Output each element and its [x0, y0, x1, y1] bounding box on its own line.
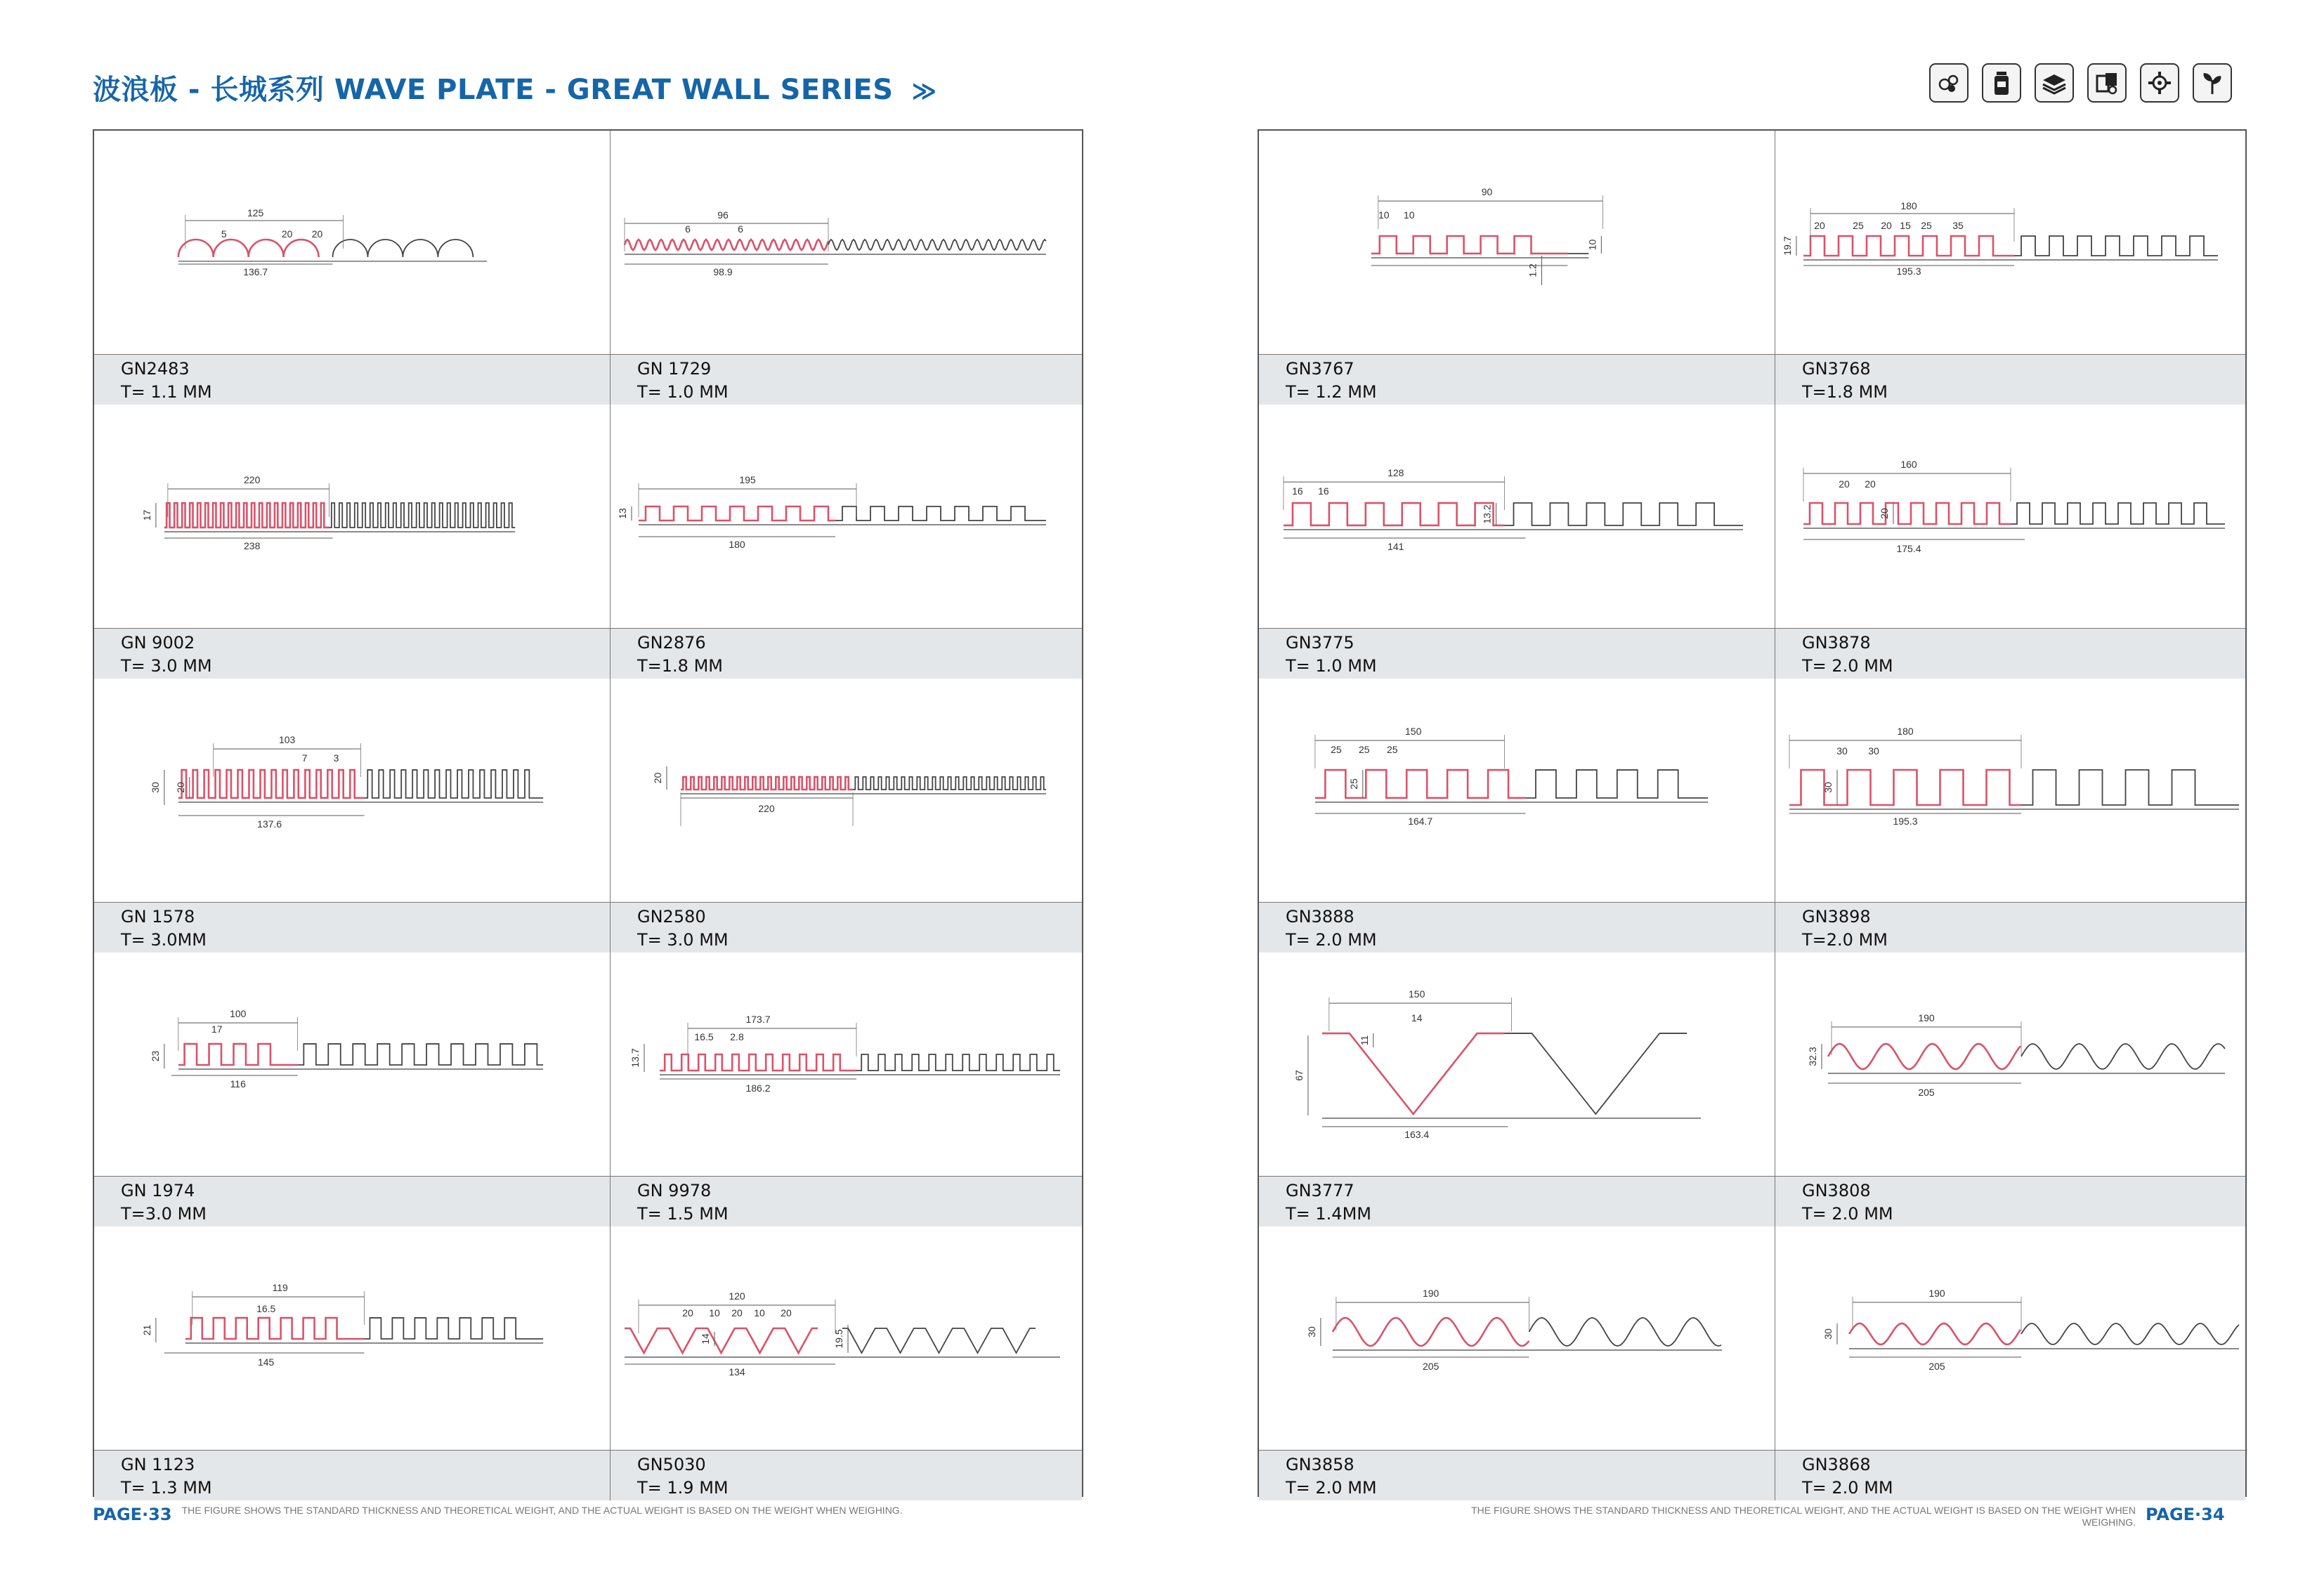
dimension-label: 186.2 — [745, 1082, 771, 1094]
profile-continuation — [1505, 503, 1744, 525]
profile-continuation — [828, 240, 1046, 250]
product-code: GN2876 — [637, 633, 706, 653]
product-thickness: T= 1.9 MM — [637, 1478, 729, 1498]
product-label — [1775, 902, 2245, 953]
product-label — [611, 354, 1082, 405]
profile-drawing — [1775, 131, 2245, 354]
dimension-label: 175.4 — [1896, 543, 1921, 554]
page-number: PAGE·33 — [93, 1505, 172, 1524]
dimension-label: 10 — [1403, 209, 1415, 221]
dimension-label: 25 — [1331, 744, 1342, 756]
product-cell — [1775, 1226, 2245, 1500]
dimension-label: 195 — [739, 474, 756, 485]
profile-continuation — [2011, 503, 2225, 524]
dimension-label: 20 — [1865, 478, 1876, 490]
profile-drawing — [1775, 679, 2245, 902]
dimension-label: 220 — [244, 474, 261, 486]
dimension-label: 128 — [1388, 467, 1404, 479]
profile-highlight — [1322, 1033, 1505, 1114]
dimension-label: 25 — [1359, 744, 1370, 756]
dimension-label: 15 — [1900, 220, 1911, 231]
plant-icon — [2193, 63, 2232, 103]
product-label — [94, 628, 610, 679]
footer-note: THE FIGURE SHOWS THE STANDARD THICKNESS AND THEORETICAL WEIGHT, AND THE ACTUAL WEIGHT IS BASED ON THE WEIGHT WHEN WEIGHING. — [181, 1505, 903, 1516]
dimension-label: 125 — [247, 207, 264, 219]
product-thickness: T= 1.1 MM — [121, 382, 212, 402]
product-label — [611, 628, 1082, 679]
profile-drawing — [1259, 405, 1775, 628]
dimension-label: 16.5 — [256, 1303, 276, 1315]
profile-drawing — [611, 1226, 1082, 1450]
product-cell — [611, 953, 1082, 1226]
dimension-label: 17 — [211, 1023, 223, 1035]
profile-highlight — [178, 770, 365, 798]
dimension-label: 20 — [781, 1307, 792, 1318]
product-cell — [1775, 679, 2245, 953]
profile-continuation — [1505, 1033, 1687, 1114]
profile-continuation — [329, 503, 516, 528]
product-cell — [1259, 953, 1775, 1226]
settings-icon — [2140, 63, 2179, 103]
dimension-label: 205 — [1918, 1087, 1935, 1098]
product-cell — [94, 131, 611, 405]
product-thickness: T=1.8 MM — [637, 656, 723, 676]
profile-highlight — [660, 1054, 856, 1071]
product-thickness: T= 2.0 MM — [1802, 1204, 1893, 1224]
profile-highlight — [681, 777, 853, 790]
dimension-label: 30 — [1822, 1328, 1834, 1340]
dimension-label: 10 — [754, 1307, 765, 1318]
product-code: GN3777 — [1286, 1181, 1354, 1200]
feature-icons — [1929, 63, 2232, 103]
dimension-label: 30 — [1822, 782, 1834, 793]
dimension-label: 19.7 — [1782, 236, 1793, 256]
product-thickness: T=1.8 MM — [1802, 382, 1888, 402]
product-thickness: T= 3.0 MM — [637, 930, 729, 950]
dimension-label: 30 — [149, 782, 161, 793]
dimension-label: 20 — [1839, 478, 1850, 490]
dimension-label: 6 — [738, 223, 743, 235]
dimension-label: 120 — [729, 1290, 745, 1302]
dimension-label: 180 — [729, 539, 745, 550]
dimension-label: 98.9 — [713, 266, 733, 277]
profile-continuation — [298, 1044, 544, 1065]
dimension-label: 190 — [1928, 1288, 1945, 1299]
product-cell — [611, 131, 1082, 405]
product-code: GN3775 — [1286, 633, 1354, 653]
product-thickness: T= 1.2 MM — [1286, 382, 1377, 402]
dimension-label: 20 — [652, 772, 663, 784]
profile-continuation — [1525, 770, 1708, 798]
product-thickness: T= 2.0 MM — [1802, 1478, 1893, 1498]
product-code: GN3878 — [1802, 633, 1871, 653]
profile-continuation — [842, 1328, 1036, 1353]
dimension-label: 5 — [221, 228, 227, 240]
product-label — [1259, 902, 1775, 953]
product-code: GN3808 — [1802, 1181, 1871, 1200]
profile-drawing — [94, 679, 610, 902]
dimension-label: 180 — [1900, 200, 1917, 211]
product-cell — [611, 405, 1082, 679]
dimension-label: 119 — [272, 1282, 288, 1294]
profile-highlight — [1284, 503, 1505, 525]
product-code: GN3888 — [1286, 907, 1354, 927]
product-code: GN2580 — [637, 907, 706, 927]
product-thickness: T= 3.0MM — [121, 930, 207, 950]
dimension-label: 150 — [1405, 726, 1422, 738]
product-code: GN3868 — [1802, 1455, 1871, 1474]
product-thickness: T= 1.0 MM — [637, 382, 729, 402]
profile-drawing — [94, 131, 610, 354]
dimension-label: 30 — [1305, 1326, 1317, 1337]
profile-continuation — [2021, 1323, 2239, 1344]
dimension-label: 25 — [1347, 778, 1359, 790]
product-cell — [611, 1226, 1082, 1500]
product-thickness: T= 1.3 MM — [121, 1478, 212, 1498]
dimension-label: 16 — [1292, 485, 1303, 497]
product-code: GN 9978 — [637, 1181, 712, 1200]
profile-highlight — [1849, 1323, 2021, 1344]
profile-continuation — [2021, 1044, 2225, 1069]
dimension-label: 136.7 — [243, 266, 268, 277]
product-thickness: T= 2.0 MM — [1286, 1478, 1377, 1498]
dimension-label: 100 — [230, 1008, 247, 1020]
profile-drawing — [94, 1226, 610, 1450]
product-label — [1259, 1450, 1775, 1500]
dimension-label: 2.8 — [730, 1031, 744, 1042]
dimension-label: 20 — [311, 228, 323, 240]
dimension-label: 220 — [758, 803, 775, 814]
product-cell — [1775, 131, 2245, 405]
dimension-label: 90 — [1481, 186, 1493, 198]
dimension-label: 173.7 — [745, 1014, 771, 1025]
product-code: GN 1974 — [121, 1181, 195, 1200]
dimension-label: 20 — [1814, 220, 1825, 231]
profile-highlight — [178, 240, 319, 257]
profile-continuation — [2014, 236, 2218, 256]
dimension-label: 96 — [717, 209, 729, 221]
dimension-label: 134 — [729, 1366, 745, 1378]
profile-continuation — [835, 506, 1046, 521]
dimension-label: 11 — [1358, 1035, 1370, 1046]
dimension-label: 7 — [301, 752, 308, 764]
title-text: 波浪板 - 长城系列 WAVE PLATE - GREAT WALL SERIES — [93, 74, 894, 106]
dimension-label: 10 — [1586, 239, 1598, 251]
product-cell — [94, 1226, 611, 1500]
product-thickness: T=3.0 MM — [121, 1204, 207, 1224]
product-code: GN2483 — [121, 359, 190, 379]
profile-drawing — [1259, 953, 1775, 1176]
profile-drawing — [1259, 131, 1775, 354]
profile-continuation — [1529, 1318, 1721, 1346]
dimension-label: 30 — [1836, 745, 1848, 757]
dimension-label: 205 — [1423, 1360, 1440, 1372]
dimension-label: 1.2 — [1527, 263, 1539, 277]
profile-highlight — [639, 506, 835, 521]
profile-drawing — [1259, 679, 1775, 902]
dimension-label: 67 — [1293, 1070, 1305, 1081]
dimension-label: 25 — [1853, 220, 1864, 231]
product-label — [1775, 1450, 2245, 1500]
footer-note: THE FIGURE SHOWS THE STANDARD THICKNESS AND THEORETICAL WEIGHT, AND THE ACTUAL WEIGHT IS BASED ON THE WEIGHT WHEN WEIGHING. — [1471, 1505, 2136, 1528]
chevron-right-icon: ≫ — [911, 77, 933, 105]
dimension-label: 238 — [244, 539, 261, 551]
dimension-label: 205 — [1928, 1361, 1945, 1372]
dimension-label: 32.3 — [1807, 1047, 1818, 1066]
dimension-label: 141 — [1388, 540, 1404, 552]
profile-highlight — [1333, 1318, 1529, 1346]
dimension-label: 21 — [141, 1324, 152, 1336]
dimension-label: 195.3 — [1896, 266, 1921, 277]
dimension-label: 20 — [682, 1307, 693, 1318]
profile-highlight — [1803, 503, 2011, 524]
profile-highlight — [625, 1328, 818, 1353]
profile-continuation — [364, 1318, 543, 1339]
product-label — [1775, 1176, 2245, 1226]
product-code: GN3767 — [1286, 359, 1354, 379]
product-label — [611, 1176, 1082, 1226]
profile-drawing — [1775, 405, 2245, 628]
dimension-label: 163.4 — [1404, 1128, 1430, 1140]
dimension-label: 13.7 — [629, 1048, 641, 1068]
profile-highlight — [1315, 770, 1526, 798]
layers-icon — [2035, 63, 2074, 103]
product-label — [94, 354, 610, 405]
page-title — [93, 67, 932, 107]
product-label — [1259, 1176, 1775, 1226]
product-cell — [1259, 1226, 1775, 1500]
product-cell — [1775, 405, 2245, 679]
product-thickness: T= 1.5 MM — [637, 1204, 729, 1224]
product-label — [1775, 628, 2245, 679]
product-cell — [94, 405, 611, 679]
dimension-label: 145 — [258, 1356, 275, 1368]
dimension-label: 23 — [149, 1050, 161, 1062]
product-thickness: T= 1.4MM — [1286, 1204, 1371, 1224]
product-code: GN 9002 — [121, 633, 195, 653]
profile-highlight — [1803, 236, 2014, 256]
profile-drawing — [1775, 953, 2245, 1176]
profile-continuation — [2021, 770, 2239, 805]
dimension-label: 20 — [174, 782, 186, 793]
profile-drawing — [1775, 1226, 2245, 1450]
dimension-label: 20 — [1881, 220, 1892, 231]
dimension-label: 20 — [281, 228, 293, 240]
product-cell — [1259, 405, 1775, 679]
product-code: GN 1578 — [121, 907, 195, 927]
product-code: GN3858 — [1286, 1455, 1354, 1474]
dimension-label: 16.5 — [694, 1031, 714, 1042]
dimension-label: 13.2 — [1481, 504, 1493, 524]
profile-highlight — [1828, 1044, 2021, 1069]
dimension-label: 3 — [333, 752, 339, 764]
product-cell — [94, 679, 611, 953]
product-cell — [1259, 131, 1775, 405]
dimension-label: 103 — [278, 734, 296, 746]
profile-highlight — [164, 503, 329, 528]
dimension-label: 20 — [731, 1307, 743, 1318]
product-label — [94, 902, 610, 953]
product-thickness: T= 3.0 MM — [121, 656, 212, 676]
product-thickness: T=2.0 MM — [1802, 930, 1888, 950]
dimension-label: 116 — [230, 1078, 246, 1089]
dimension-label: 13 — [617, 508, 628, 519]
profile-continuation — [333, 240, 474, 257]
profile-highlight — [185, 1318, 365, 1339]
profile-drawing — [94, 405, 610, 628]
dimension-label: 10 — [709, 1307, 720, 1318]
dimension-label: 195.3 — [1893, 816, 1918, 827]
dimension-label: 19.5 — [833, 1329, 844, 1349]
dimension-label: 20 — [1879, 508, 1890, 519]
left-footer — [93, 1505, 913, 1524]
dimension-label: 14 — [1411, 1012, 1423, 1024]
profile-continuation — [853, 777, 1046, 790]
dimension-label: 14 — [700, 1333, 711, 1344]
product-code: GN5030 — [637, 1455, 706, 1474]
dimension-label: 6 — [685, 223, 691, 235]
profile-drawing — [611, 405, 1082, 628]
product-cell — [1775, 953, 2245, 1226]
profile-drawing — [611, 953, 1082, 1176]
dimension-label: 10 — [1378, 209, 1390, 221]
product-cell — [611, 679, 1082, 953]
product-code: GN 1123 — [121, 1455, 195, 1474]
profile-highlight — [1371, 236, 1568, 254]
dimension-label: 164.7 — [1408, 815, 1433, 827]
dimension-label: 30 — [1868, 745, 1879, 757]
product-label — [611, 1450, 1082, 1500]
right-footer — [1419, 1505, 2225, 1529]
product-label — [1259, 354, 1775, 405]
dimension-label: 180 — [1897, 726, 1914, 737]
dimension-label: 25 — [1921, 220, 1932, 231]
profile-continuation — [856, 1054, 1060, 1071]
product-thickness: T= 2.0 MM — [1286, 930, 1377, 950]
page-number: PAGE·34 — [2146, 1505, 2225, 1524]
recycle-icon — [2087, 63, 2127, 103]
product-code: GN3768 — [1802, 359, 1871, 379]
dimension-label: 190 — [1918, 1012, 1935, 1023]
dimension-label: 160 — [1900, 459, 1917, 470]
profile-drawing — [611, 131, 1082, 354]
product-label — [94, 1176, 610, 1226]
gears-icon — [1929, 63, 1969, 103]
product-label — [1259, 628, 1775, 679]
product-cell — [94, 953, 611, 1226]
product-label — [611, 902, 1082, 953]
product-cell — [1259, 679, 1775, 953]
profile-continuation — [364, 770, 543, 798]
dimension-label: 25 — [1386, 744, 1398, 756]
dimension-label: 17 — [141, 509, 152, 521]
product-thickness: T= 2.0 MM — [1802, 656, 1893, 676]
right-product-grid — [1258, 129, 2247, 1497]
dimension-label: 16 — [1318, 485, 1329, 497]
profile-highlight — [178, 1044, 298, 1065]
dimension-label: 35 — [1952, 220, 1964, 231]
left-product-grid — [93, 129, 1083, 1497]
product-label — [94, 1450, 610, 1500]
dimension-label: 190 — [1423, 1288, 1440, 1300]
profile-drawing — [94, 953, 610, 1176]
dimension-label: 150 — [1409, 988, 1425, 1000]
product-thickness: T= 1.0 MM — [1286, 656, 1377, 676]
profile-drawing — [1259, 1226, 1775, 1450]
bottle-icon — [1982, 63, 2021, 103]
profile-highlight — [625, 240, 828, 250]
product-code: GN 1729 — [637, 359, 712, 379]
dimension-label: 137.6 — [257, 818, 282, 830]
product-code: GN3898 — [1802, 907, 1871, 927]
profile-drawing — [611, 679, 1082, 902]
product-label — [1775, 354, 2245, 405]
